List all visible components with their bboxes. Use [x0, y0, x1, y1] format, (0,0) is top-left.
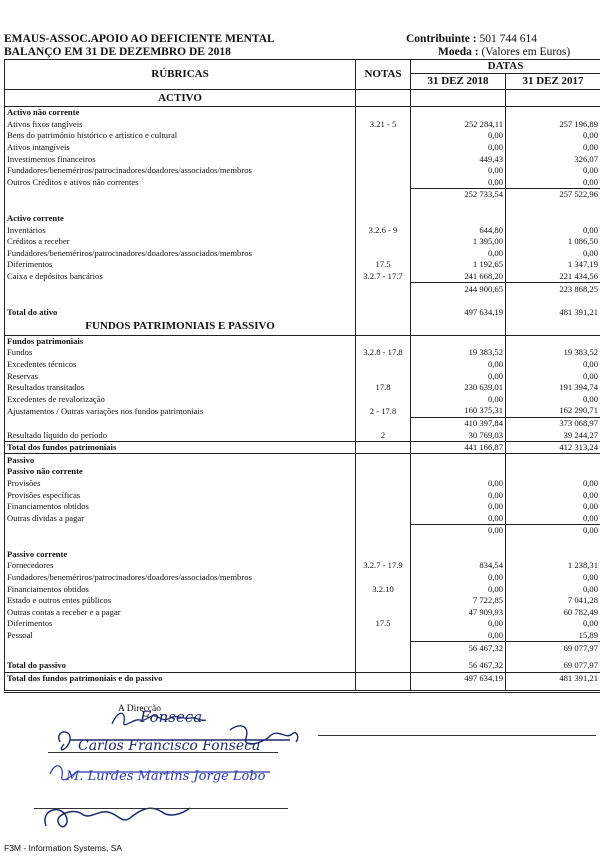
group-title: Passivo corrente — [5, 549, 356, 561]
row-note — [356, 283, 411, 295]
spacer-cell — [5, 537, 356, 549]
spacer-row — [5, 295, 600, 307]
value-2017-cell — [506, 90, 600, 107]
value-2018: 0,00 — [411, 583, 506, 595]
table-header-row — [5, 60, 600, 74]
row-label: Diferimentos — [5, 259, 356, 271]
value-2017: 481 391,21 — [506, 672, 600, 684]
value-2017: 0,00 — [506, 130, 600, 142]
table-row — [5, 501, 600, 513]
row-note — [356, 370, 411, 382]
row-label: Outras contas a receber e a pagar — [5, 607, 356, 619]
row-note: 17.5 — [356, 259, 411, 271]
value-2018: 7 722,85 — [411, 595, 506, 607]
spacer-cell — [411, 537, 506, 549]
document-title: BALANÇO EM 31 DE DEZEMBRO DE 2018 — [4, 46, 231, 58]
value-2018: 1 192,65 — [411, 259, 506, 271]
row-note — [356, 630, 411, 642]
value-2017: 326,07 — [506, 153, 600, 165]
signature-3-text: M. Lurdes Martins Jorge Lobo — [66, 769, 266, 784]
row-label: Estado e outros entes públicos — [5, 595, 356, 607]
value-2017: 221 434,56 — [506, 271, 600, 283]
table-row — [5, 119, 600, 131]
table-row — [5, 560, 600, 572]
row-label: Ativos intangíveis — [5, 142, 356, 154]
group-heading-row — [5, 454, 600, 466]
value-2018: 0,00 — [411, 248, 506, 260]
table-row — [5, 382, 600, 394]
subtotal-row — [5, 189, 600, 201]
row-note — [356, 307, 411, 319]
row-label: Excedentes de revalorização — [5, 393, 356, 405]
value-2018: 1 395,00 — [411, 236, 506, 248]
value-2017: 223 868,25 — [506, 283, 600, 295]
signature-3 — [50, 766, 270, 784]
value-2018: 244 900,65 — [411, 283, 506, 295]
group-heading-row — [5, 213, 600, 225]
notes-cell — [356, 466, 411, 478]
value-2018-cell — [411, 90, 506, 107]
spacer-cell — [506, 201, 600, 213]
section-heading-row — [5, 90, 600, 107]
value-2017: 257 196,89 — [506, 119, 600, 131]
value-2018: 834,54 — [411, 560, 506, 572]
spacer-cell — [506, 295, 600, 307]
notes-cell — [356, 213, 411, 225]
value-2018: 0,00 — [411, 393, 506, 405]
row-label: Fornecedores — [5, 560, 356, 572]
value-2018-cell — [411, 107, 506, 119]
row-note — [356, 142, 411, 154]
value-2017: 0,00 — [506, 478, 600, 490]
value-2017: 0,00 — [506, 370, 600, 382]
table-row — [5, 583, 600, 595]
value-2018-cell — [411, 319, 506, 336]
table-row — [5, 572, 600, 584]
group-title: Activo corrente — [5, 213, 356, 225]
row-label: Reservas — [5, 370, 356, 382]
value-2017: 39 244,27 — [506, 429, 600, 441]
total-row — [5, 307, 600, 319]
value-2018: 47 909,93 — [411, 607, 506, 619]
row-note — [356, 660, 411, 672]
row-label: Total dos fundos patrimoniais e do passivo — [5, 672, 356, 684]
row-note: 3.2.6 - 9 — [356, 224, 411, 236]
value-2017: 0,00 — [506, 142, 600, 154]
value-2017-cell — [506, 335, 600, 347]
value-2018: 441 166,87 — [411, 441, 506, 454]
value-2018: 230 639,01 — [411, 382, 506, 394]
row-note — [356, 189, 411, 201]
notes-cell — [356, 90, 411, 107]
value-2018: 0,00 — [411, 572, 506, 584]
table-row — [5, 489, 600, 501]
row-label: Créditos a receber — [5, 236, 356, 248]
row-label: Fundadores/benemériros/patrocinadores/doadores/associados/membros — [5, 572, 356, 584]
signature-1-text: Fonseca — [140, 708, 203, 726]
row-note — [356, 572, 411, 584]
row-note — [356, 130, 411, 142]
value-2017: 373 068,97 — [506, 417, 600, 429]
contribuinte — [406, 33, 537, 45]
value-2017: 15,89 — [506, 630, 600, 642]
value-2018: 19 383,52 — [411, 347, 506, 359]
total-row — [5, 441, 600, 454]
row-label: Bens do património histórico e artístico e cultural — [5, 130, 356, 142]
row-note — [356, 489, 411, 501]
value-2017: 257 522,96 — [506, 189, 600, 201]
row-label: Caixa e depósitos bancários — [5, 271, 356, 283]
spacer-cell — [411, 295, 506, 307]
spacer-cell — [506, 537, 600, 549]
table-row — [5, 153, 600, 165]
table-row — [5, 618, 600, 630]
notes-cell — [356, 335, 411, 347]
signature-line-3 — [34, 808, 288, 809]
value-2017: 1 347,19 — [506, 259, 600, 271]
value-2017: 412 313,24 — [506, 441, 600, 454]
row-label: Provisões específicas — [5, 489, 356, 501]
table-row — [5, 236, 600, 248]
value-2018: 0,00 — [411, 370, 506, 382]
value-2017: 0,00 — [506, 583, 600, 595]
row-note — [356, 607, 411, 619]
row-label: Fundadores/benemériros/patrocinadores/doadores/associados/membros — [5, 165, 356, 177]
row-label: Ajustamentos / Outras variações nos fundos patrimoniais — [5, 405, 356, 417]
row-label: Resultados transitados — [5, 382, 356, 394]
row-label — [5, 417, 356, 429]
row-label: Total do passivo — [5, 660, 356, 672]
value-2017: 0,00 — [506, 501, 600, 513]
row-label — [5, 283, 356, 295]
table-row — [5, 248, 600, 260]
value-2017: 0,00 — [506, 177, 600, 189]
row-note — [356, 153, 411, 165]
row-label: Outras dívidas a pagar — [5, 512, 356, 524]
row-note — [356, 248, 411, 260]
value-2017: 1 238,31 — [506, 560, 600, 572]
signatures-label: A Direcção — [118, 704, 161, 714]
subtotal-row — [5, 525, 600, 537]
group-title: Fundos patrimoniais — [5, 335, 356, 347]
spacer-cell — [411, 201, 506, 213]
spacer-row — [5, 684, 600, 692]
row-note — [356, 478, 411, 490]
row-label: Outros Créditos e ativos não correntes — [5, 177, 356, 189]
table-row — [5, 429, 600, 441]
row-note — [356, 177, 411, 189]
row-label — [5, 525, 356, 537]
row-note — [356, 501, 411, 513]
row-note — [356, 236, 411, 248]
table-row — [5, 347, 600, 359]
row-note: 2 - 17.8 — [356, 405, 411, 417]
table-row — [5, 177, 600, 189]
signature-4 — [45, 808, 190, 827]
value-2018: 0,00 — [411, 165, 506, 177]
row-label: Pessoal — [5, 630, 356, 642]
spacer-cell — [506, 684, 600, 692]
group-title: Passivo não corrente — [5, 466, 356, 478]
group-heading-row — [5, 549, 600, 561]
value-2018: 0,00 — [411, 489, 506, 501]
value-2018: 0,00 — [411, 501, 506, 513]
value-2018: 0,00 — [411, 478, 506, 490]
row-label: Fundadores/benemériros/patrocinadores/doadores/associados/membros — [5, 248, 356, 260]
table-row — [5, 259, 600, 271]
row-label: Total dos fundos patrimoniais — [5, 441, 356, 454]
value-2018: 0,00 — [411, 512, 506, 524]
value-2018: 0,00 — [411, 177, 506, 189]
spacer-cell — [356, 537, 411, 549]
subtotal-row — [5, 417, 600, 429]
table-row — [5, 271, 600, 283]
value-2018: 0,00 — [411, 130, 506, 142]
row-note: 17.8 — [356, 382, 411, 394]
signature-2-text: Carlos Francisco Fonseca — [78, 738, 261, 754]
row-note — [356, 441, 411, 454]
table-row — [5, 224, 600, 236]
value-2017: 0,00 — [506, 248, 600, 260]
value-2018: 30 769,03 — [411, 429, 506, 441]
total-row — [5, 660, 600, 672]
row-label: Investimentos financeiros — [5, 153, 356, 165]
row-note — [356, 672, 411, 684]
value-2017: 0,00 — [506, 512, 600, 524]
section-title: ACTIVO — [5, 90, 356, 107]
row-note — [356, 642, 411, 654]
spacer-cell — [5, 295, 356, 307]
signature-line-2 — [318, 735, 596, 736]
table-row — [5, 165, 600, 177]
value-2018-cell — [411, 454, 506, 466]
value-2017-cell — [506, 454, 600, 466]
table-row — [5, 130, 600, 142]
value-2018: 252 733,54 — [411, 189, 506, 201]
header-date-2018: 31 DEZ 2018 — [411, 74, 506, 90]
table-row — [5, 595, 600, 607]
value-2018: 56 467,32 — [411, 660, 506, 672]
value-2017-cell — [506, 107, 600, 119]
row-note — [356, 417, 411, 429]
value-2017: 19 383,52 — [506, 347, 600, 359]
value-2018: 56 467,32 — [411, 642, 506, 654]
value-2018-cell — [411, 466, 506, 478]
value-2018: 0,00 — [411, 525, 506, 537]
value-2017: 69 077,97 — [506, 642, 600, 654]
value-2018: 0,00 — [411, 142, 506, 154]
row-note: 3.2.8 - 17.8 — [356, 347, 411, 359]
row-label: Provisões — [5, 478, 356, 490]
row-label: Fundos — [5, 347, 356, 359]
table-row — [5, 393, 600, 405]
row-label: Total do ativo — [5, 307, 356, 319]
value-2018: 644,80 — [411, 224, 506, 236]
value-2017-cell — [506, 466, 600, 478]
value-2017-cell — [506, 549, 600, 561]
value-2018: 0,00 — [411, 359, 506, 371]
spacer-cell — [356, 295, 411, 307]
value-2018-cell — [411, 335, 506, 347]
row-label — [5, 189, 356, 201]
value-2018: 497 634,19 — [411, 672, 506, 684]
row-label: Financiamentos obtidos — [5, 501, 356, 513]
total-row — [5, 672, 600, 684]
spacer-cell — [356, 201, 411, 213]
value-2017: 0,00 — [506, 165, 600, 177]
spacer-cell — [5, 201, 356, 213]
row-label: Diferimentos — [5, 618, 356, 630]
spacer-row — [5, 537, 600, 549]
table-row — [5, 478, 600, 490]
row-label: Financiamentos obtidos — [5, 583, 356, 595]
header-date-2017: 31 DEZ 2017 — [506, 74, 600, 90]
value-2018-cell — [411, 213, 506, 225]
row-note — [356, 359, 411, 371]
row-note: 3.21 - 5 — [356, 119, 411, 131]
notes-cell — [356, 549, 411, 561]
signature-2 — [59, 726, 298, 754]
moeda-value: (Valores em Euros) — [481, 46, 571, 58]
value-2017: 69 077,97 — [506, 660, 600, 672]
value-2017: 0,00 — [506, 359, 600, 371]
group-title: Passivo — [5, 454, 356, 466]
header-notas: NOTAS — [356, 60, 411, 90]
group-title: Activo não corrente — [5, 107, 356, 119]
value-2017: 1 086,50 — [506, 236, 600, 248]
value-2017-cell — [506, 213, 600, 225]
group-heading-row — [5, 107, 600, 119]
value-2017-cell — [506, 319, 600, 336]
entity-name: EMAUS-ASSOC.APOIO AO DEFICIENTE MENTAL — [4, 33, 275, 45]
row-label: Excedentes técnicos — [5, 359, 356, 371]
value-2017: 60 782,49 — [506, 607, 600, 619]
row-note: 3.2.7 - 17.7 — [356, 271, 411, 283]
notes-cell — [356, 319, 411, 336]
row-note — [356, 165, 411, 177]
row-label: Inventários — [5, 224, 356, 236]
value-2018: 497 634,19 — [411, 307, 506, 319]
value-2018: 410 397,84 — [411, 417, 506, 429]
table-row — [5, 370, 600, 382]
table-row — [5, 142, 600, 154]
table-row — [5, 359, 600, 371]
row-note — [356, 512, 411, 524]
value-2017: 0,00 — [506, 224, 600, 236]
value-2017: 0,00 — [506, 393, 600, 405]
moeda — [438, 46, 570, 58]
row-note — [356, 595, 411, 607]
row-label — [5, 642, 356, 654]
notes-cell — [356, 454, 411, 466]
row-note — [356, 525, 411, 537]
notes-cell — [356, 107, 411, 119]
row-label: Ativos fixos tangíveis — [5, 119, 356, 131]
row-label: Resultado líquido do período — [5, 429, 356, 441]
signature-line-1 — [48, 752, 278, 753]
value-2018-cell — [411, 549, 506, 561]
spacer-row — [5, 201, 600, 213]
row-note: 17.5 — [356, 618, 411, 630]
row-note: 2 — [356, 429, 411, 441]
subtotal-row — [5, 642, 600, 654]
table-row — [5, 630, 600, 642]
value-2018: 0,00 — [411, 630, 506, 642]
value-2017: 191 394,74 — [506, 382, 600, 394]
value-2017: 0,00 — [506, 525, 600, 537]
value-2018: 252 284,11 — [411, 119, 506, 131]
section-heading-row — [5, 319, 600, 336]
header-datas: DATAS — [411, 60, 600, 74]
value-2017: 481 391,21 — [506, 307, 600, 319]
group-heading-row — [5, 335, 600, 347]
row-note: 3.2.10 — [356, 583, 411, 595]
header-rubricas: RÚBRICAS — [5, 60, 356, 90]
value-2017: 0,00 — [506, 489, 600, 501]
value-2018: 0,00 — [411, 618, 506, 630]
contribuinte-label: Contribuinte : — [406, 33, 477, 45]
value-2018: 241 668,20 — [411, 271, 506, 283]
value-2017: 0,00 — [506, 618, 600, 630]
footer-software: F3M - Information Systems, SA — [4, 843, 123, 853]
section-title: FUNDOS PATRIMONIAIS E PASSIVO — [5, 319, 356, 336]
table-row — [5, 607, 600, 619]
group-heading-row — [5, 466, 600, 478]
value-2017: 7 041,28 — [506, 595, 600, 607]
balance-sheet-table — [4, 59, 600, 693]
value-2017: 162 290,71 — [506, 405, 600, 417]
value-2018: 160 375,31 — [411, 405, 506, 417]
row-note — [356, 393, 411, 405]
subtotal-row — [5, 283, 600, 295]
moeda-label: Moeda : — [438, 46, 479, 58]
table-row — [5, 405, 600, 417]
table-row — [5, 512, 600, 524]
contribuinte-value: 501 744 614 — [479, 33, 537, 45]
spacer-cell — [5, 684, 356, 692]
signatures-area — [0, 700, 600, 840]
signature-1 — [112, 708, 206, 726]
value-2018: 449,43 — [411, 153, 506, 165]
spacer-cell — [411, 684, 506, 692]
value-2017: 0,00 — [506, 572, 600, 584]
spacer-cell — [356, 684, 411, 692]
row-note: 3.2.7 - 17.9 — [356, 560, 411, 572]
